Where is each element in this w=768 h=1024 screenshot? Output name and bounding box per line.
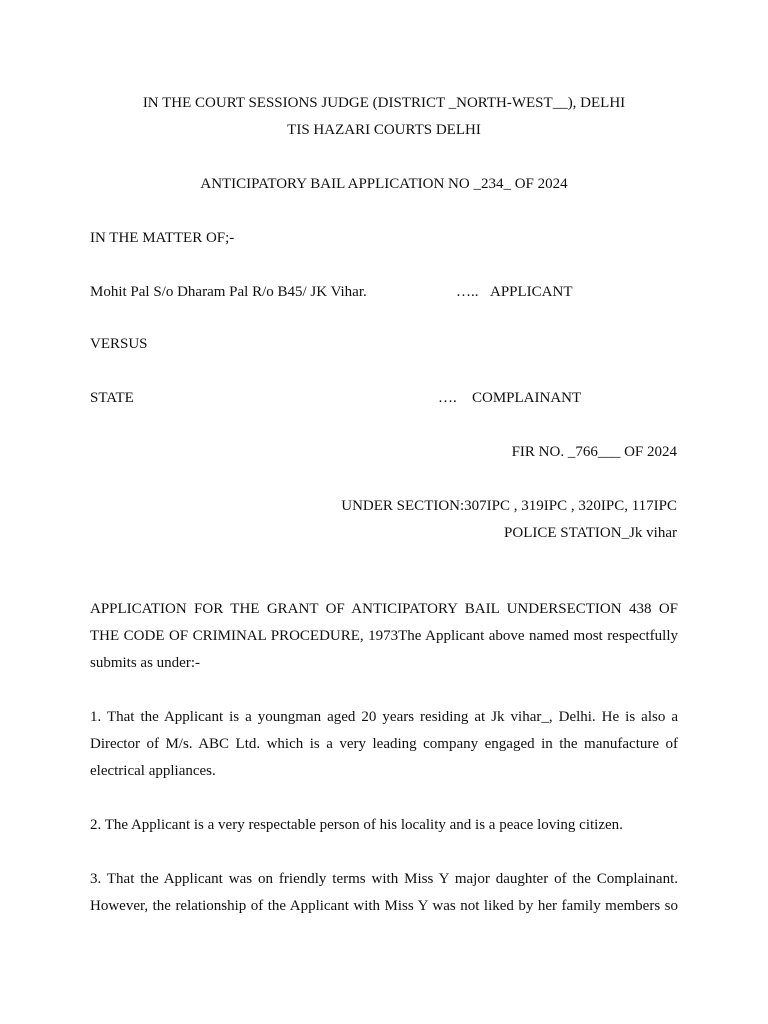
versus-label: VERSUS (90, 336, 148, 352)
heading-line: APPLICATION FOR THE GRANT OF ANTICIPATORY BAIL UNDERSECTION 438 OF (90, 601, 678, 617)
applicant-name: Mohit Pal S/o Dharam Pal R/o B45/ JK Vihar. (90, 284, 367, 300)
fir-number: FIR NO. _766___ OF 2024 (511, 444, 677, 460)
matter-of-label: IN THE MATTER OF;- (90, 230, 235, 246)
applicant-role: APPLICANT (490, 284, 573, 300)
paragraph-line: However, the relationship of the Applicant with Miss Y was not liked by her family members so (90, 898, 678, 914)
paragraph-line: 3. That the Applicant was on friendly terms with Miss Y major daughter of the Complainant. (90, 871, 678, 887)
application-heading (90, 596, 678, 677)
paragraph-2 (90, 812, 678, 839)
under-section: UNDER SECTION:307IPC , 319IPC , 320IPC, 117IPC (341, 498, 677, 514)
heading-line: THE CODE OF CRIMINAL PROCEDURE, 1973The Applicant above named most respectfully (90, 628, 678, 644)
paragraph-line: electrical appliances. (90, 763, 216, 779)
applicant-dots: ….. (456, 284, 479, 300)
respondent-role: COMPLAINANT (472, 390, 582, 406)
heading-line: submits as under:- (90, 655, 200, 671)
paragraph-line: Director of M/s. ABC Ltd. which is a very leading company engaged in the manufacture of (90, 736, 678, 752)
court-subtitle: TIS HAZARI COURTS DELHI (287, 122, 481, 138)
paragraph-3 (90, 866, 678, 920)
application-number: ANTICIPATORY BAIL APPLICATION NO _234_ OF 2024 (200, 176, 568, 192)
respondent-dots: …. (438, 390, 457, 406)
police-station: POLICE STATION_Jk vihar (504, 525, 677, 541)
paragraph-line: 2. The Applicant is a very respectable person of his locality and is a peace loving citizen. (90, 817, 623, 833)
respondent-name: STATE (90, 390, 134, 406)
court-title: IN THE COURT SESSIONS JUDGE (DISTRICT _NORTH-WEST__), DELHI (142, 95, 626, 111)
paragraph-1 (90, 704, 678, 785)
paragraph-line: 1. That the Applicant is a youngman aged 20 years residing at Jk vihar_, Delhi. He is also a (90, 709, 678, 725)
